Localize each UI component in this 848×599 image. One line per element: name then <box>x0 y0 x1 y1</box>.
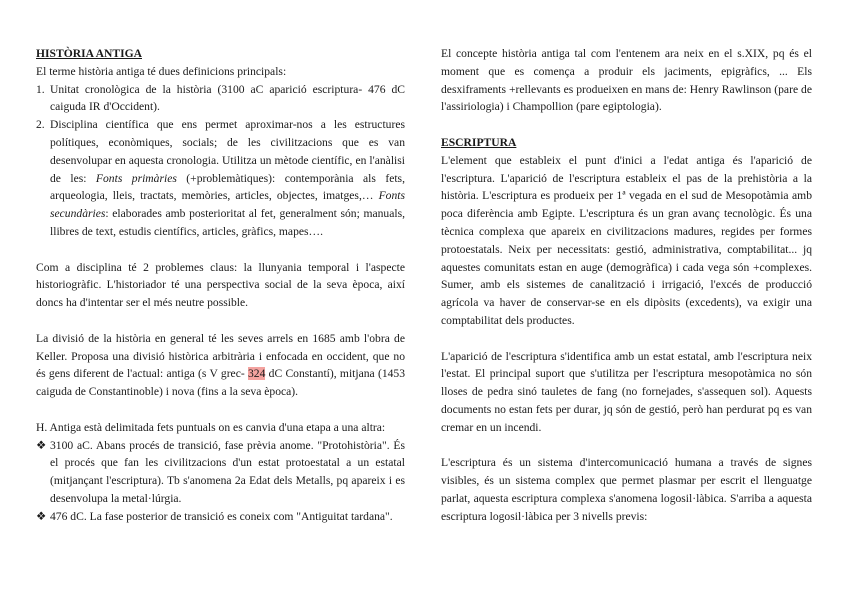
section-title-historia-antiga: HISTÒRIA ANTIGA <box>36 47 142 60</box>
definition-text: Disciplina científica que ens permet aproximar-nos a les estructures polítiques, econòmiques, socials; de les civilitzacions que es van desenvolupar en aquesta cronologia. Utilitza un mètode científic, en l'anàlisi de les: <box>50 118 405 185</box>
definition-item-2 <box>36 116 405 241</box>
paragraph-divisio: La divisió de la història en general té les seves arrels en 1685 amb l'obra de Keller. Proposa una divisió històrica arbitrària i enfocada en occident, que no és gens diferent de l'actual: antiga (s V grec- 324 dC Constantí), mitjana (1453 caiguda de Constantinoble) i nova (fins a la seva època). <box>36 331 406 399</box>
definition-text: (+problemàtiques): contemporània als fets, arqueologia, lleis, tractats, memòries, articles, objectes, imatges,… <box>50 171 405 203</box>
paragraph-limits: H. Antiga està delimitada fets puntuals on es canvia d'una etapa a una altra: <box>36 420 386 434</box>
diamond-bullet-icon: ❖ <box>36 438 47 452</box>
bullet-text: 3100 aC. Abans procés de transició, fase prèvia anome. "Protohistòria". És el procés que fan les civilitzacions d'un estat protoestatal a un estatal (mitjançant l'escriptura). Tb s'anomena 2a Edat dels Metalls, pq apareix i es desenvolupa la metal·lúrgia. <box>50 438 405 505</box>
fonts-secundaries-term: Fonts secundàries <box>50 189 405 221</box>
left-column <box>36 45 405 526</box>
bullet-item-3100 <box>36 437 405 508</box>
paragraph-element: L'element que estableix el punt d'inici a l'edat antiga és l'aparició de l'escriptura. L'aparició de l'escriptura estableix el pas de la prehistòria a la història. L'escriptura es produeix per 1ª vegada en el sud de Mesopotàmia amb poca diferència amb Egipte. L'escriptura és un gran avanç tecnològic. És una tècnica complexa que apareix en civilitzacions madures, regides per formes protoestatals. Neix per necessitats: gestió, administrativa, comptabilitat... jq aquestes comunitats estan en auge (demogràfica) i cada vega són +complexes. Sumer, amb els sistemes de canalització i irrigació, l'excés de producció agrícola va haver de conservar-se en els dipòsits (excedents), va exigir una comptabilitat dels productes. <box>441 153 812 327</box>
definition-text: : elaborades amb posterioritat al fet, generalment són; manuals, llibres de text, estudis científics, articles, gràfics, mapes…. <box>50 207 405 238</box>
list-number: 2. <box>36 118 45 132</box>
bullet-text: 476 dC. La fase posterior de transició es coneix com "Antiguitat tardana". <box>50 509 393 523</box>
intro-text: El terme història antiga té dues definicions principals: <box>36 64 287 78</box>
diamond-bullet-icon: ❖ <box>36 509 47 523</box>
highlighted-year: 324 <box>247 367 266 381</box>
paragraph-concepte: El concepte història antiga tal com l'entenem ara neix en el s.XIX, pq és el moment que es comença a produir els jaciments, epigràfics, ... Els desxiframents +rellevants es produeixen en mans de: Henry Rawlinson (pare de l'assiriologia) i Champollion (pare egiptologia). <box>441 47 812 114</box>
section-title-escriptura: ESCRIPTURA <box>441 135 517 149</box>
paragraph-sistema: L'escriptura és un sistema d'intercomunicació humana a través de signes visibles, és un sistema complex que permet plasmar per escrit el llenguatge parlat, aquesta escriptura complexa s'anomena logosil·làbica. S'arriba a aquesta escriptura logosil·làbica per 3 nivells previs: <box>441 456 812 523</box>
list-number: 1. <box>36 82 45 96</box>
paragraph-problemes: Com a disciplina té 2 problemes claus: la llunyania temporal i l'aspecte historiogràfic. L'historiador té una perspectiva social de la seva època, així doncs ha d'intentar ser el més neutre possible. <box>36 260 405 310</box>
definition-text: Unitat cronològica de la història (3100 aC aparició escriptura- 476 dC caiguda IR d'Occident). <box>50 82 405 114</box>
bullet-item-476 <box>36 508 405 526</box>
paragraph-aparicio: L'aparició de l'escriptura s'identifica amb un estat estatal, amb l'escriptura neix l'estat. El principal suport que s'utilitza per l'escriptura mesopotàmica no són lloses de pedra sinó tauletes de fang (no fornejades, s'assequen sol). Aquests documents no estan fets per durar, jq són de gestió, però han perdurat pq es van cremar en un incendi. <box>441 349 812 434</box>
definition-item-1 <box>36 81 405 117</box>
right-column <box>441 45 812 526</box>
fonts-primaries-term: Fonts primàries <box>95 171 177 185</box>
